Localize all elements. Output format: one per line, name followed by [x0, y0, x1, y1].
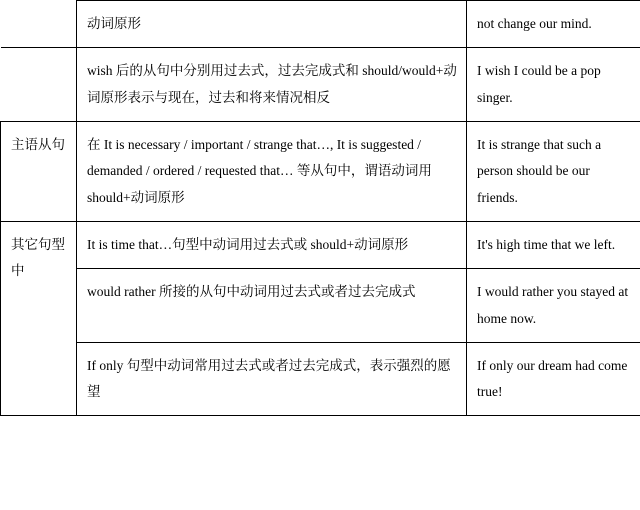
- row-category-other-patterns: 其它句型中: [1, 221, 77, 416]
- table-row: [1, 1, 640, 48]
- row-category-subject-clause: 主语从句: [1, 121, 77, 221]
- row-rule: 在 It is necessary / important / strange that…, It is suggested / demanded / ordered / requested that… 等从句中，谓语动词用 should+动词原形: [77, 121, 467, 221]
- row-rule: wish 后的从句中分别用过去式，过去完成式和 should/would+动词原形表示与现在，过去和将来情况相反: [77, 48, 467, 122]
- row-rule: would rather 所接的从句中动词用过去式或者过去完成式: [77, 269, 467, 343]
- row-example: not change our mind.: [467, 1, 640, 48]
- table-row: [1, 48, 640, 122]
- table-row: [1, 121, 640, 221]
- table-row: [1, 221, 640, 268]
- row-rule: It is time that…句型中动词用过去式或 should+动词原形: [77, 221, 467, 268]
- row-example: It is strange that such a person should be our friends.: [467, 121, 640, 221]
- row-example: It's high time that we left.: [467, 221, 640, 268]
- row-category-blank: [1, 1, 77, 48]
- row-example: If only our dream had come true!: [467, 342, 640, 416]
- row-example: I would rather you stayed at home now.: [467, 269, 640, 343]
- table-row: [1, 269, 640, 343]
- row-rule: 动词原形: [77, 1, 467, 48]
- table-row: [1, 342, 640, 416]
- row-example: I wish I could be a pop singer.: [467, 48, 640, 122]
- row-category-blank: [1, 48, 77, 122]
- row-rule: If only 句型中动词常用过去式或者过去完成式，表示强烈的愿望: [77, 342, 467, 416]
